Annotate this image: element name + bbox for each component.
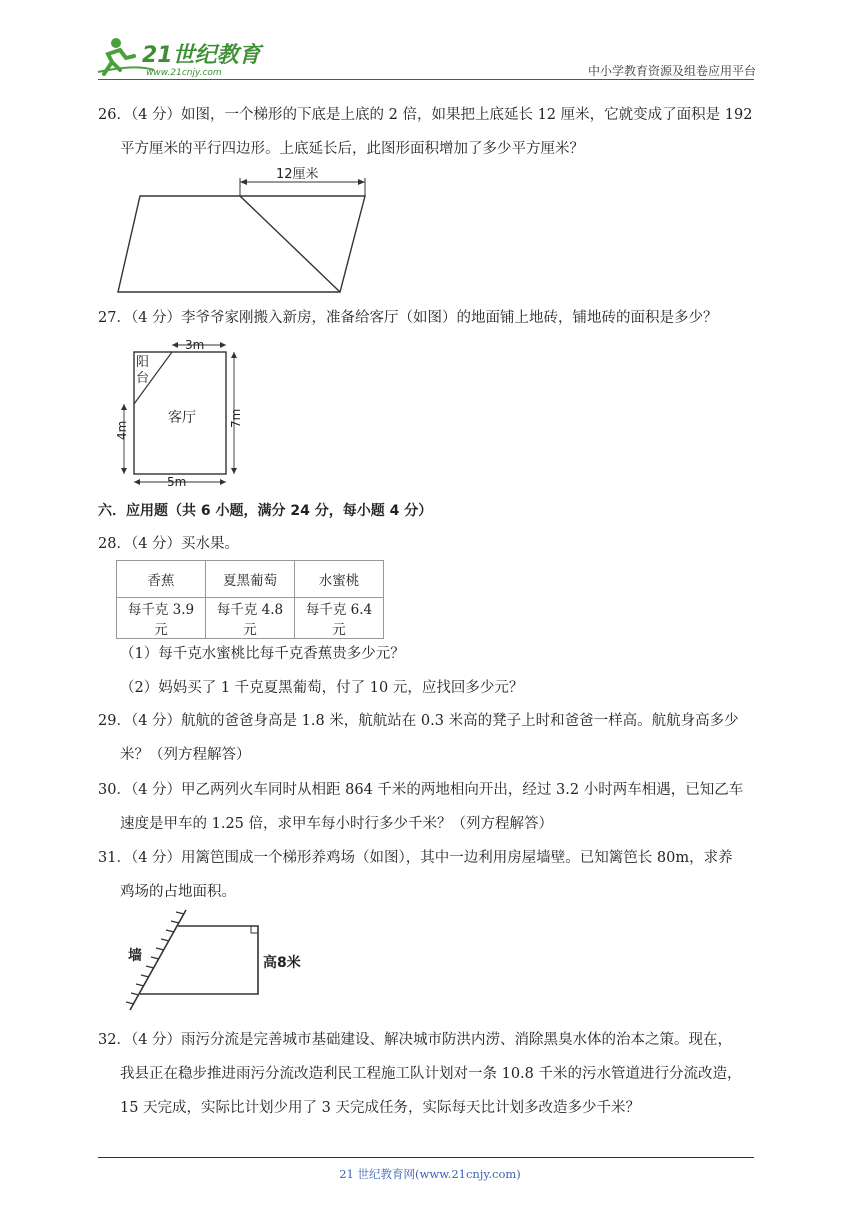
q28-line1: 28．（4 分）买水果。 bbox=[98, 536, 240, 552]
q27-label-bottom: 5m bbox=[167, 475, 187, 488]
q29-line1: 29．（4 分）航航的爸爸身高是 1.8 米，航航站在 0.3 米高的凳子上时和爸爸一样高。航航身高多少 bbox=[98, 713, 739, 729]
table-header-cell: 水蜜桃 bbox=[295, 561, 384, 598]
q26-line1: 26．（4 分）如图，一个梯形的下底是上底的 2 倍，如果把上底延长 12 厘米，它就变成了面积是 192 bbox=[98, 107, 753, 123]
q27-label-right: 7m bbox=[229, 408, 243, 428]
q31-label-height: 高8米 bbox=[263, 955, 301, 971]
table-cell: 每千克 4.8 元 bbox=[206, 598, 295, 639]
logo-text: 21世纪教育 bbox=[142, 43, 261, 68]
table-header-cell: 香蕉 bbox=[117, 561, 206, 598]
q27-label-room: 客厅 bbox=[168, 410, 196, 426]
q27-label-top: 3m bbox=[185, 338, 205, 352]
q26-figure bbox=[110, 162, 380, 298]
q27-label-balcony-1: 阳 bbox=[136, 355, 150, 370]
footer-text[interactable]: 21 世纪教育网(www.21cnjy.com) bbox=[339, 1167, 521, 1181]
header-right-text: 中小学教育资源及组卷应用平台 bbox=[587, 64, 756, 78]
fruit-price-table bbox=[116, 560, 384, 639]
table-row bbox=[117, 598, 384, 639]
table-row bbox=[117, 561, 384, 598]
header-logo bbox=[94, 34, 264, 78]
q32-line2: 我县正在稳步推进雨污分流改造利民工程施工队计划对一条 10.8 千米的污水管道进行分流改造， bbox=[120, 1066, 742, 1082]
table-header-cell: 夏黑葡萄 bbox=[206, 561, 295, 598]
q27-line1: 27．（4 分）李爷爷家刚搬入新房，准备给客厅（如图）的地面铺上地砖，铺地砖的面积是多少？ bbox=[98, 310, 718, 326]
q28-sub2: （2）妈妈买了 1 千克夏黑葡萄，付了 10 元，应找回多少元？ bbox=[120, 680, 524, 696]
q32-line1: 32．（4 分）雨污分流是完善城市基础建设、解决城市防洪内涝、消除黑臭水体的治本之策。现在， bbox=[98, 1032, 733, 1048]
section6-heading: 六．应用题（共 6 小题，满分 24 分，每小题 4 分） bbox=[98, 503, 433, 519]
q27-figure bbox=[112, 336, 252, 488]
header-divider bbox=[98, 79, 754, 80]
table-cell: 每千克 6.4 元 bbox=[295, 598, 384, 639]
runner-logo-icon bbox=[94, 34, 264, 78]
table-cell: 每千克 3.9 元 bbox=[117, 598, 206, 639]
q31-figure bbox=[118, 908, 318, 1016]
q30-line1: 30．（4 分）甲乙两列火车同时从相距 864 千米的两地相向开出，经过 3.2 小时两车相遇，已知乙车 bbox=[98, 782, 744, 798]
q32-line3: 15 天完成，实际比计划少用了 3 天完成任务，实际每天比计划多改造多少千米？ bbox=[120, 1100, 641, 1116]
q26-label-12: 12厘米 bbox=[276, 167, 319, 182]
q27-label-balcony-2: 台 bbox=[136, 371, 150, 386]
q31-label-wall: 墙 bbox=[128, 948, 142, 964]
q31-line1: 31．（4 分）用篱笆围成一个梯形养鸡场（如图），其中一边利用房屋墙壁。已知篱笆长 80m，求养 bbox=[98, 850, 733, 866]
logo-url: www.21cnjy.com bbox=[146, 68, 222, 78]
q31-line2: 鸡场的占地面积。 bbox=[120, 884, 236, 900]
q27-label-left: 4m bbox=[115, 420, 129, 440]
q26-line2: 平方厘米的平行四边形。上底延长后，此图形面积增加了多少平方厘米？ bbox=[120, 141, 584, 157]
q29-line2: 米？（列方程解答） bbox=[120, 747, 251, 763]
q30-line2: 速度是甲车的 1.25 倍，求甲车每小时行多少千米？（列方程解答） bbox=[120, 816, 554, 832]
footer-divider bbox=[98, 1157, 754, 1158]
q28-sub1: （1）每千克水蜜桃比每千克香蕉贵多少元？ bbox=[120, 646, 405, 662]
